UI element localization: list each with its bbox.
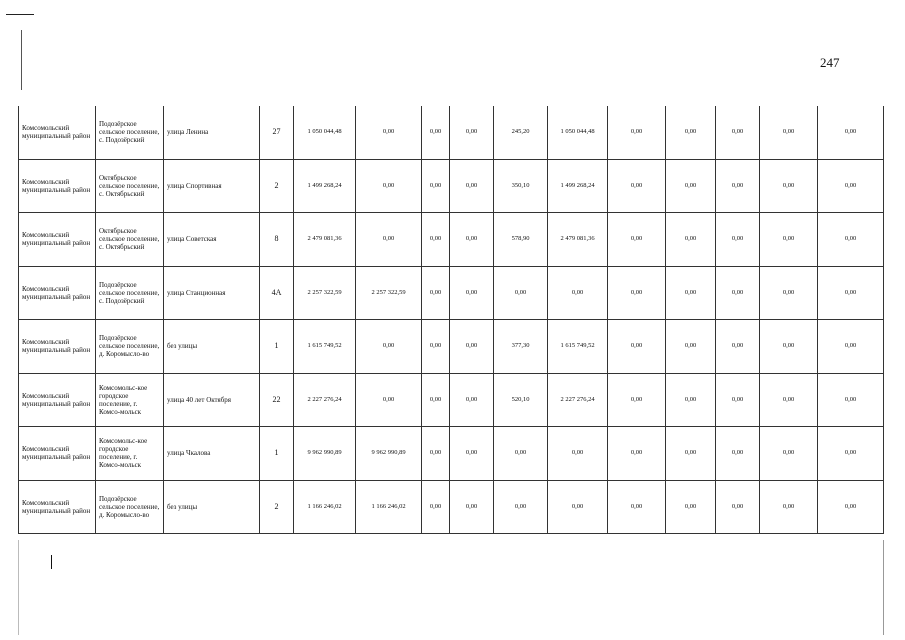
value-cell: 0,00 [422,373,450,427]
value-cell: 0,00 [450,373,494,427]
street-cell: улица Спортивная [164,159,260,213]
district-cell: Комсомольский муниципальный район [19,320,96,374]
value-cell: 0,00 [356,320,422,374]
settlement-cell: Подозёрское сельское поселение, д. Коромысло-во [96,320,164,374]
street-cell: улица Чкалова [164,427,260,481]
value-cell: 0,00 [818,106,884,159]
value-cell: 0,00 [608,159,666,213]
value-cell: 0,00 [450,480,494,534]
value-cell: 0,00 [818,320,884,374]
value-cell: 0,00 [450,320,494,374]
value-cell: 0,00 [760,159,818,213]
value-cell: 2 257 322,59 [356,266,422,320]
value-cell: 0,00 [356,213,422,267]
street-cell: улица Ленина [164,106,260,159]
value-cell: 0,00 [716,266,760,320]
value-cell: 0,00 [608,106,666,159]
value-cell: 2 479 081,36 [294,213,356,267]
street-cell: без улицы [164,320,260,374]
table-row [19,427,884,481]
district-cell: Комсомольский муниципальный район [19,373,96,427]
value-cell: 0,00 [666,480,716,534]
table-row [19,266,884,320]
table-row [19,320,884,374]
value-cell: 0,00 [716,106,760,159]
value-cell: 0,00 [716,373,760,427]
value-cell: 0,00 [818,213,884,267]
house-number-cell: 1 [260,427,294,481]
value-cell: 0,00 [608,427,666,481]
value-cell: 0,00 [422,480,450,534]
value-cell: 0,00 [494,480,548,534]
value-cell: 1 615 749,52 [294,320,356,374]
value-cell: 1 050 044,48 [548,106,608,159]
value-cell: 0,00 [716,320,760,374]
value-cell: 0,00 [666,266,716,320]
settlement-cell: Комсомольс-кое городское поселение, г. Комсо-мольск [96,427,164,481]
value-cell: 0,00 [422,159,450,213]
value-cell: 0,00 [818,159,884,213]
value-cell: 0,00 [760,213,818,267]
value-cell: 0,00 [666,320,716,374]
value-cell: 520,10 [494,373,548,427]
table-row [19,480,884,534]
table-row [19,159,884,213]
value-cell: 245,20 [494,106,548,159]
value-cell: 0,00 [818,373,884,427]
value-cell: 0,00 [422,320,450,374]
settlement-cell: Подозёрское сельское поселение, с. Подозёрский [96,106,164,159]
value-cell: 0,00 [818,480,884,534]
value-cell: 0,00 [760,427,818,481]
street-cell: без улицы [164,480,260,534]
value-cell: 1 499 268,24 [548,159,608,213]
page-number: 247 [820,55,840,70]
value-cell: 0,00 [608,373,666,427]
value-cell: 0,00 [450,106,494,159]
settlement-cell: Подозёрское сельское поселение, с. Подозёрский [96,266,164,320]
top-rule [6,14,34,15]
value-cell: 0,00 [716,159,760,213]
house-number-cell: 22 [260,373,294,427]
value-cell: 0,00 [666,159,716,213]
value-cell: 0,00 [818,427,884,481]
value-cell: 578,90 [494,213,548,267]
data-table [18,106,884,534]
value-cell: 0,00 [716,480,760,534]
scan-mark [51,555,52,569]
house-number-cell: 4А [260,266,294,320]
value-cell: 0,00 [422,266,450,320]
district-cell: Комсомольский муниципальный район [19,480,96,534]
value-cell: 0,00 [608,480,666,534]
district-cell: Комсомольский муниципальный район [19,106,96,159]
district-cell: Комсомольский муниципальный район [19,266,96,320]
value-cell: 0,00 [422,213,450,267]
value-cell: 1 166 246,02 [294,480,356,534]
value-cell: 0,00 [716,427,760,481]
value-cell: 0,00 [450,159,494,213]
value-cell: 0,00 [422,427,450,481]
value-cell: 2 257 322,59 [294,266,356,320]
value-cell: 0,00 [450,427,494,481]
value-cell: 1 615 749,52 [548,320,608,374]
value-cell: 350,10 [494,159,548,213]
value-cell: 0,00 [450,213,494,267]
district-cell: Комсомольский муниципальный район [19,159,96,213]
street-cell: улица Станционная [164,266,260,320]
value-cell: 0,00 [666,213,716,267]
scan-mark [18,540,19,635]
settlement-cell: Октябрьское сельское поселение, с. Октябрьский [96,213,164,267]
value-cell: 2 479 081,36 [548,213,608,267]
value-cell: 1 499 268,24 [294,159,356,213]
house-number-cell: 27 [260,106,294,159]
value-cell: 0,00 [422,106,450,159]
value-cell: 0,00 [356,159,422,213]
house-number-cell: 2 [260,159,294,213]
value-cell: 0,00 [760,106,818,159]
value-cell: 0,00 [356,106,422,159]
value-cell: 0,00 [450,266,494,320]
settlement-cell: Комсомольс-кое городское поселение, г. Комсо-мольск [96,373,164,427]
value-cell: 0,00 [760,266,818,320]
value-cell: 0,00 [548,480,608,534]
scan-mark [21,30,22,90]
value-cell: 0,00 [356,373,422,427]
settlement-cell: Подозёрское сельское поселение, д. Коромысло-во [96,480,164,534]
value-cell: 9 962 990,89 [294,427,356,481]
value-cell: 0,00 [608,320,666,374]
scan-mark [883,540,884,635]
table-row [19,373,884,427]
value-cell: 0,00 [548,427,608,481]
table-row [19,106,884,159]
value-cell: 2 227 276,24 [548,373,608,427]
value-cell: 0,00 [760,320,818,374]
value-cell: 0,00 [666,427,716,481]
value-cell: 0,00 [818,266,884,320]
district-cell: Комсомольский муниципальный район [19,427,96,481]
value-cell: 0,00 [548,266,608,320]
value-cell: 0,00 [760,480,818,534]
house-number-cell: 1 [260,320,294,374]
district-cell: Комсомольский муниципальный район [19,213,96,267]
value-cell: 0,00 [666,106,716,159]
table-row [19,213,884,267]
house-number-cell: 8 [260,213,294,267]
value-cell: 0,00 [608,213,666,267]
value-cell: 0,00 [760,373,818,427]
settlement-cell: Октябрьское сельское поселение, с. Октябрьский [96,159,164,213]
table-body [19,106,884,534]
value-cell: 0,00 [716,213,760,267]
street-cell: улица 40 лет Октября [164,373,260,427]
value-cell: 0,00 [494,427,548,481]
value-cell: 0,00 [666,373,716,427]
value-cell: 2 227 276,24 [294,373,356,427]
value-cell: 0,00 [608,266,666,320]
value-cell: 9 962 990,89 [356,427,422,481]
house-number-cell: 2 [260,480,294,534]
street-cell: улица Советская [164,213,260,267]
value-cell: 0,00 [494,266,548,320]
value-cell: 1 050 044,48 [294,106,356,159]
value-cell: 377,30 [494,320,548,374]
value-cell: 1 166 246,02 [356,480,422,534]
